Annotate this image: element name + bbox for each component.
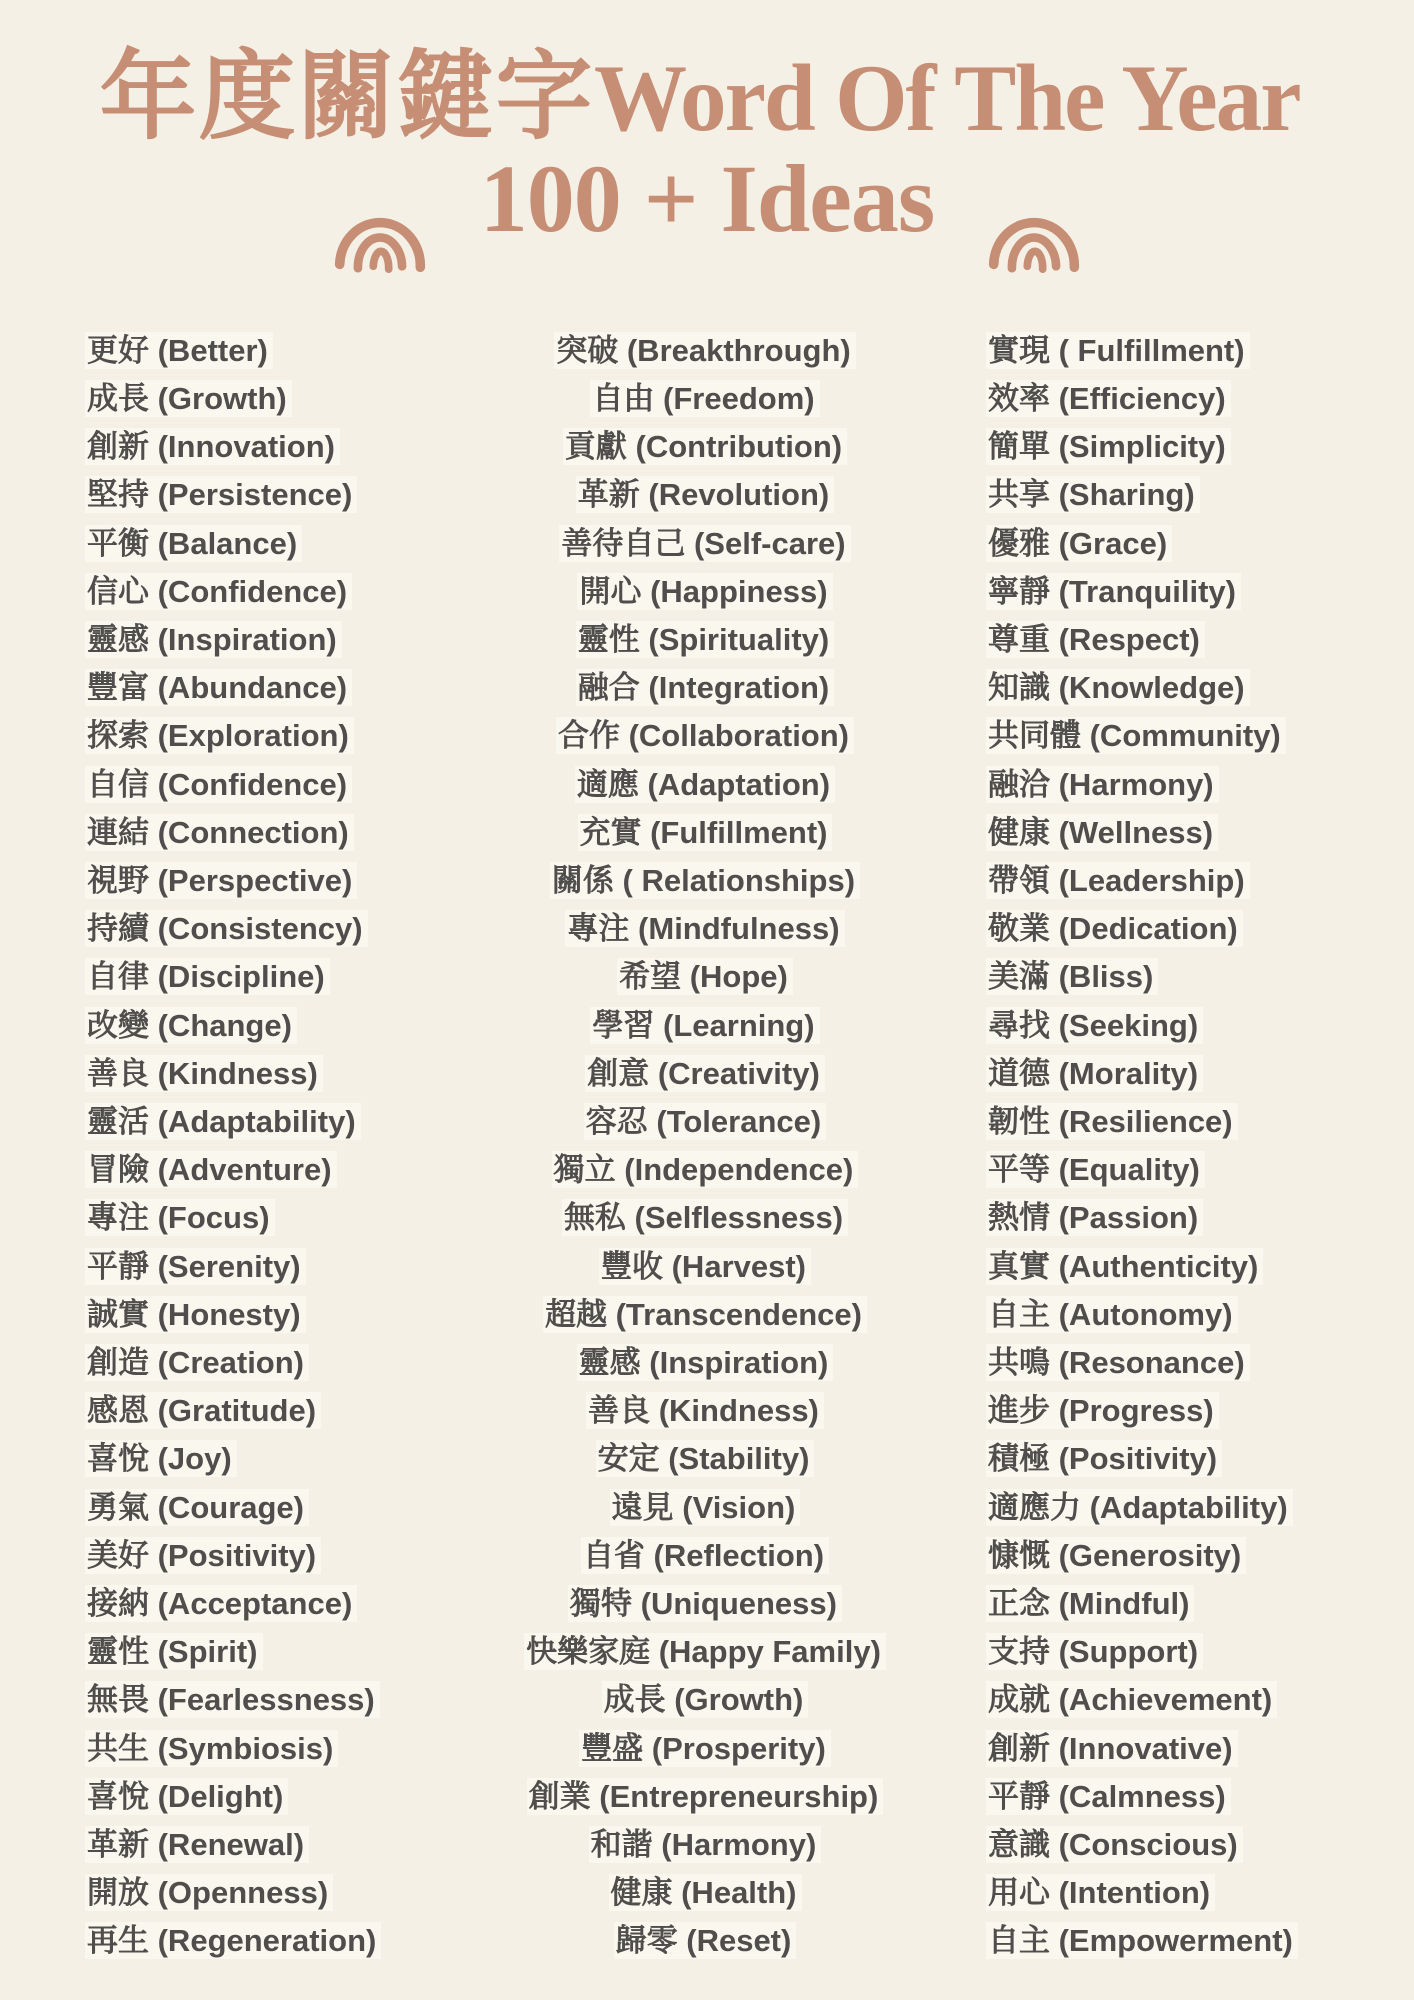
word-item-label: 革新 (Revolution)	[576, 476, 834, 513]
word-item	[470, 568, 940, 616]
word-item-label: 成長 (Growth)	[85, 380, 292, 417]
word-item	[986, 809, 1360, 857]
word-item-label: 融洽 (Harmony)	[986, 766, 1219, 803]
page-title	[0, 0, 1414, 149]
word-item	[986, 1243, 1360, 1291]
word-item-label: 快樂家庭 (Happy Family)	[524, 1633, 886, 1670]
word-item	[986, 1773, 1360, 1821]
word-item-label: 積極 (Positivity)	[986, 1440, 1222, 1477]
word-item-label: 歸零 (Reset)	[614, 1922, 797, 1959]
word-item	[470, 761, 940, 809]
word-item	[85, 761, 470, 809]
word-item	[85, 712, 470, 760]
word-item	[986, 712, 1360, 760]
word-item	[470, 1243, 940, 1291]
word-item	[470, 1098, 940, 1146]
word-item-label: 安定 (Stability)	[596, 1440, 815, 1477]
word-item	[986, 520, 1360, 568]
word-item	[85, 1387, 470, 1435]
word-item	[986, 1725, 1360, 1773]
word-item-label: 專注 (Mindfulness)	[565, 910, 844, 947]
word-item	[85, 1725, 470, 1773]
word-item-label: 美滿 (Bliss)	[986, 958, 1158, 995]
word-item	[470, 1387, 940, 1435]
word-item-label: 健康 (Wellness)	[986, 814, 1218, 851]
word-item	[470, 1435, 940, 1483]
word-item	[85, 1098, 470, 1146]
word-item	[986, 568, 1360, 616]
word-item	[470, 1628, 940, 1676]
word-item	[470, 809, 940, 857]
word-item-label: 信心 (Confidence)	[85, 573, 352, 610]
word-item-label: 進步 (Progress)	[986, 1392, 1219, 1429]
word-item-label: 優雅 (Grace)	[986, 525, 1172, 562]
word-item-label: 貢獻 (Contribution)	[563, 428, 847, 465]
word-item-label: 靈活 (Adaptability)	[85, 1103, 361, 1140]
word-item-label: 接納 (Acceptance)	[85, 1585, 357, 1622]
word-item	[85, 616, 470, 664]
word-item-label: 獨特 (Uniqueness)	[568, 1585, 842, 1622]
word-item-label: 共同體 (Community)	[986, 717, 1286, 754]
word-item-label: 靈感 (Inspiration)	[85, 621, 342, 658]
word-item-label: 自由 (Freedom)	[590, 380, 819, 417]
word-item	[85, 1291, 470, 1339]
word-item-label: 實現 ( Fulfillment)	[986, 332, 1250, 369]
word-item	[470, 471, 940, 519]
word-item-label: 成就 (Achievement)	[986, 1681, 1277, 1718]
word-item-label: 連結 (Connection)	[85, 814, 354, 851]
subtitle: 100 + Ideas	[479, 144, 935, 252]
word-item	[85, 664, 470, 712]
word-item-label: 支持 (Support)	[986, 1633, 1203, 1670]
word-item	[986, 1002, 1360, 1050]
word-item	[470, 1146, 940, 1194]
word-item-label: 勇氣 (Courage)	[85, 1489, 309, 1526]
word-item	[986, 761, 1360, 809]
word-item	[470, 1917, 940, 1965]
word-item	[986, 1194, 1360, 1242]
word-item	[470, 1821, 940, 1869]
word-item-label: 善待自己 (Self-care)	[559, 525, 850, 562]
word-item-label: 正念 (Mindful)	[986, 1585, 1194, 1622]
word-item-label: 獨立 (Independence)	[552, 1151, 859, 1188]
title-en: Word Of The Year	[594, 45, 1301, 151]
word-item	[986, 616, 1360, 664]
word-item	[470, 327, 940, 375]
word-item	[470, 520, 940, 568]
word-item-label: 道德 (Morality)	[986, 1055, 1203, 1092]
word-item-label: 共生 (Symbiosis)	[85, 1730, 338, 1767]
word-item	[85, 1532, 470, 1580]
word-item-label: 意識 (Conscious)	[986, 1826, 1243, 1863]
word-item-label: 知識 (Knowledge)	[986, 669, 1250, 706]
word-item-label: 尊重 (Respect)	[986, 621, 1205, 658]
word-item-label: 堅持 (Persistence)	[85, 476, 357, 513]
word-item	[85, 1243, 470, 1291]
word-item-label: 善良 (Kindness)	[85, 1055, 323, 1092]
word-item	[986, 1580, 1360, 1628]
word-item-label: 融合 (Integration)	[576, 669, 834, 706]
word-item	[470, 1725, 940, 1773]
word-column-3	[940, 327, 1360, 1966]
word-item-label: 豐收 (Harvest)	[599, 1248, 811, 1285]
word-item	[85, 1580, 470, 1628]
word-item	[85, 1821, 470, 1869]
word-item	[85, 1002, 470, 1050]
subtitle-row	[0, 144, 1414, 252]
word-item	[470, 1050, 940, 1098]
word-column-2	[470, 327, 940, 1966]
word-item	[470, 1532, 940, 1580]
word-item-label: 熱情 (Passion)	[986, 1199, 1203, 1236]
word-item	[85, 1146, 470, 1194]
word-item-label: 專注 (Focus)	[85, 1199, 275, 1236]
word-item	[986, 471, 1360, 519]
word-item	[85, 375, 470, 423]
word-item-label: 慷慨 (Generosity)	[986, 1537, 1246, 1574]
word-item-label: 適應力 (Adaptability)	[986, 1489, 1293, 1526]
word-item-label: 效率 (Efficiency)	[986, 380, 1231, 417]
word-item-label: 適應 (Adaptation)	[575, 766, 835, 803]
word-item	[986, 1098, 1360, 1146]
word-item-label: 充實 (Fulfillment)	[578, 814, 833, 851]
word-item	[85, 327, 470, 375]
word-item-label: 誠實 (Honesty)	[85, 1296, 306, 1333]
word-item-label: 突破 (Breakthrough)	[554, 332, 856, 369]
word-item-label: 敬業 (Dedication)	[986, 910, 1243, 947]
word-item-label: 平靜 (Calmness)	[986, 1778, 1231, 1815]
word-item-label: 超越 (Transcendence)	[543, 1296, 867, 1333]
word-item-label: 自信 (Confidence)	[85, 766, 352, 803]
word-item	[85, 1194, 470, 1242]
word-item	[470, 1194, 940, 1242]
word-item-label: 開心 (Happiness)	[577, 573, 832, 610]
word-item-label: 創新 (Innovative)	[986, 1730, 1238, 1767]
word-item-label: 靈感 (Inspiration)	[577, 1344, 834, 1381]
word-item	[986, 1676, 1360, 1724]
word-item-label: 寧靜 (Tranquility)	[986, 573, 1241, 610]
word-item	[470, 857, 940, 905]
word-item-label: 平靜 (Serenity)	[85, 1248, 306, 1285]
word-item	[470, 1484, 940, 1532]
word-item	[470, 1676, 940, 1724]
word-item-label: 創業 (Entrepreneurship)	[527, 1778, 884, 1815]
word-item-label: 無畏 (Fearlessness)	[85, 1681, 380, 1718]
rainbow-icon	[986, 179, 1082, 273]
word-item-label: 容忍 (Tolerance)	[584, 1103, 826, 1140]
word-item-label: 靈性 (Spirituality)	[576, 621, 834, 658]
word-item-label: 希望 (Hope)	[617, 958, 793, 995]
word-item-label: 善良 (Kindness)	[586, 1392, 824, 1429]
word-item	[986, 1869, 1360, 1917]
word-item-label: 自律 (Discipline)	[85, 958, 330, 995]
word-item	[986, 1821, 1360, 1869]
word-item	[986, 1484, 1360, 1532]
word-item	[470, 1580, 940, 1628]
word-item	[85, 1339, 470, 1387]
word-item	[470, 905, 940, 953]
word-item	[85, 953, 470, 1001]
word-item	[470, 1773, 940, 1821]
word-item-label: 創意 (Creativity)	[585, 1055, 825, 1092]
word-item	[986, 327, 1360, 375]
word-item	[986, 1291, 1360, 1339]
word-item	[986, 375, 1360, 423]
word-item-label: 持續 (Consistency)	[85, 910, 368, 947]
word-item	[85, 423, 470, 471]
word-item-label: 豐富 (Abundance)	[85, 669, 352, 706]
word-item	[85, 520, 470, 568]
word-item	[85, 1628, 470, 1676]
word-item	[986, 953, 1360, 1001]
word-item-label: 創新 (Innovation)	[85, 428, 340, 465]
word-item-label: 創造 (Creation)	[85, 1344, 309, 1381]
word-list	[0, 327, 1414, 1966]
word-item-label: 健康 (Health)	[609, 1874, 802, 1911]
word-item-label: 喜悅 (Delight)	[85, 1778, 288, 1815]
word-item-label: 革新 (Renewal)	[85, 1826, 309, 1863]
word-item-label: 自省 (Reflection)	[581, 1537, 829, 1574]
word-item-label: 無私 (Selflessness)	[562, 1199, 848, 1236]
word-item-label: 簡單 (Simplicity)	[986, 428, 1231, 465]
word-item-label: 成長 (Growth)	[602, 1681, 809, 1718]
word-item-label: 改變 (Change)	[85, 1007, 297, 1044]
word-item-label: 平衡 (Balance)	[85, 525, 302, 562]
word-item	[986, 857, 1360, 905]
word-item-label: 豐盛 (Prosperity)	[579, 1730, 831, 1767]
word-item	[85, 809, 470, 857]
word-item	[85, 857, 470, 905]
word-item	[470, 1869, 940, 1917]
word-item-label: 韌性 (Resilience)	[986, 1103, 1238, 1140]
word-item	[986, 1050, 1360, 1098]
word-item	[470, 664, 940, 712]
word-item-label: 用心 (Intention)	[986, 1874, 1215, 1911]
word-item	[85, 1484, 470, 1532]
word-item-label: 關係 ( Relationships)	[550, 862, 860, 899]
word-item	[85, 905, 470, 953]
word-item-label: 和諧 (Harmony)	[589, 1826, 822, 1863]
word-item	[470, 1291, 940, 1339]
word-item	[986, 1146, 1360, 1194]
word-item-label: 合作 (Collaboration)	[556, 717, 854, 754]
word-item-label: 真實 (Authenticity)	[986, 1248, 1263, 1285]
word-item	[85, 1773, 470, 1821]
word-item	[470, 616, 940, 664]
word-item-label: 自主 (Autonomy)	[986, 1296, 1238, 1333]
word-item	[85, 1676, 470, 1724]
word-item	[986, 423, 1360, 471]
word-item	[470, 423, 940, 471]
word-item	[986, 1532, 1360, 1580]
word-item-label: 冒險 (Adventure)	[85, 1151, 337, 1188]
word-item	[470, 1339, 940, 1387]
word-item-label: 帶領 (Leadership)	[986, 862, 1250, 899]
word-item	[986, 1917, 1360, 1965]
word-item	[85, 471, 470, 519]
word-item	[85, 1917, 470, 1965]
word-item	[85, 1869, 470, 1917]
word-item	[986, 1628, 1360, 1676]
title-cjk: 年度關鍵字	[99, 42, 595, 151]
word-item	[986, 1387, 1360, 1435]
word-item	[986, 664, 1360, 712]
word-item-label: 靈性 (Spirit)	[85, 1633, 263, 1670]
word-item-label: 平等 (Equality)	[986, 1151, 1205, 1188]
word-item-label: 視野 (Perspective)	[85, 862, 357, 899]
word-item	[470, 1002, 940, 1050]
word-item-label: 共鳴 (Resonance)	[986, 1344, 1250, 1381]
word-item-label: 學習 (Learning)	[590, 1007, 819, 1044]
word-item-label: 共享 (Sharing)	[986, 476, 1200, 513]
word-item-label: 尋找 (Seeking)	[986, 1007, 1203, 1044]
word-item	[986, 1339, 1360, 1387]
word-item	[470, 953, 940, 1001]
word-item	[470, 712, 940, 760]
word-item-label: 再生 (Regeneration)	[85, 1922, 381, 1959]
word-item	[470, 375, 940, 423]
word-item-label: 喜悅 (Joy)	[85, 1440, 237, 1477]
word-item	[85, 568, 470, 616]
word-item-label: 更好 (Better)	[85, 332, 273, 369]
word-item-label: 開放 (Openness)	[85, 1874, 333, 1911]
word-item	[85, 1435, 470, 1483]
word-column-1	[54, 327, 470, 1966]
word-item	[986, 1435, 1360, 1483]
word-item-label: 感恩 (Gratitude)	[85, 1392, 321, 1429]
word-item-label: 遠見 (Vision)	[610, 1489, 801, 1526]
word-item	[85, 1050, 470, 1098]
rainbow-icon	[332, 179, 428, 273]
word-item-label: 自主 (Empowerment)	[986, 1922, 1298, 1959]
word-item-label: 探索 (Exploration)	[85, 717, 354, 754]
word-item	[986, 905, 1360, 953]
word-item-label: 美好 (Positivity)	[85, 1537, 321, 1574]
